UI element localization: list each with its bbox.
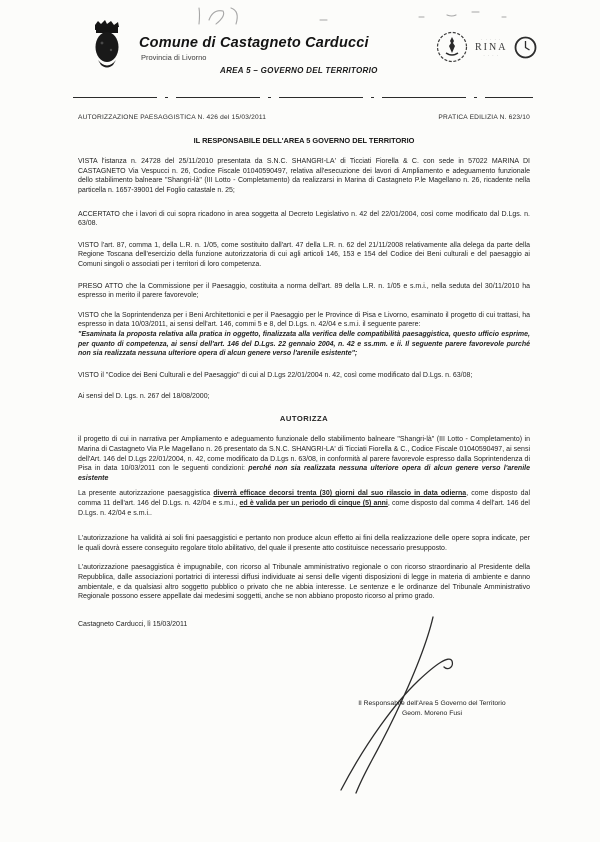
- rina-label: RINA: [475, 41, 508, 53]
- efficacia-underlined-2: ed è valida per un periodo di cinque (5) anni: [239, 500, 388, 508]
- province-subtitle: Provincia di Livorno: [141, 53, 207, 62]
- responsible-heading: IL RESPONSABILE DELL'AREA 5 GOVERNO DEL TERRITORIO: [193, 135, 415, 145]
- efficacia-underlined-1: diverrà efficace decorsi trenta (30) giorni dal suo rilascio in data odierna: [213, 490, 467, 498]
- soprintendenza-quote: "Esaminata la proposta relativa alla pratica in oggetto, finalizzata alla verifica delle compatibilità paesaggistica, questo ufficio esprime, per quanto di competenza, ai sensi dell'art. 146 del D.Lgs. 22 gennaio 2004, n. 42 e ss.mm. e ii. Il seguente parere favorevole purché non sia realizzata nessuna ulteriore opera di alcun genere verso l'arenile esistente";: [78, 330, 530, 358]
- para-vista-istanza: VISTA l'istanza n. 24728 del 25/11/2010 presentata da S.N.C. SHANGRI-LA' di Ticciati Fiorella & C. con sede in 57022 MARINA DI CASTAGNETO Via Vespucci n. 26, Codice Fiscale 01040590497, relativa all'esecuzione dei lavori di Ampliamento e adeguamento funzionale dello stabilimento balneare "Shangri-là" (III Lotto - Completamento) da realizzarsi in Marina di Castagneto P.le Magellano n. 26, ricadente nella particella n. 1657-39001 del Foglio catastale n. 25;: [78, 158, 530, 194]
- autorizza-condition: perché non sia realizzata nessuna ulteriore opera di alcun genere verso l'arenile esistente: [78, 465, 530, 482]
- soprintendenza-intro: VISTO che la Soprintendenza per i Beni Architettonici e per il Paesaggio per le Province di Pisa e Livorno, esaminato il progetto di cui trattasi, ha espresso in data 10/03/2011, ai sensi dell'art. 146, commi 5 e 8, del D.Lgs. n. 42/04 e s.m.i. il seguente parere:: [78, 311, 530, 329]
- efficacia-text-2: , come disposto dal comma 11 dell'art. 146 del D.Lgs. n. 42/04 e s.m.i.,: [78, 490, 530, 508]
- para-visto-codice: VISTO il "Codice dei Beni Culturali e del Paesaggio" di cui al D.Lgs 22/01/2004 n. 42, così come modificato dal D.Lgs. n. 63/08;: [78, 371, 473, 379]
- efficacia-text-3: , come disposto dal comma 4 dell'art. 146 del D.Lgs. n. 42/04 e s.m.i..: [78, 500, 530, 517]
- reference-row: [78, 113, 530, 123]
- rina-top-text: · · · · ·: [481, 36, 502, 42]
- cert-stamp-icon: [436, 31, 468, 63]
- para-visto-soprintendenza: [78, 311, 530, 359]
- para-validita: L'autorizzazione ha validità ai soli fini paesaggistici e pertanto non produce alcun effetto ai fini della realizzazione delle opere sopra indicate, per le quali dovrà essere conseguito regolare titolo abilitativo, del quale il presente atto costituisce necessario presupposto.: [78, 535, 530, 552]
- autorizza-main-text: il progetto di cui in narrativa per Ampliamento e adeguamento funzionale dello stabilimento balneare "Shangri-là" (III Lotto - Completamento) in Marina di Castagneto Via P.le Magellano n. 26 presentato da S.N.C. SHANGRI-LA' di Ticciati Fiorella & C., Codice Fiscale 01040590497, ai sensi dell'Art. 146 del D.Lgs 22/01/2004, n. 42, come modificato da D.Lgs n. 63/08, in conformità al parere favorevole espresso dalla Soprintendenza di Pisa in data 10/03/2011 con le seguenti condizioni:: [78, 436, 530, 473]
- autorizza-heading: AUTORIZZA: [279, 413, 329, 423]
- rina-logo: [475, 37, 507, 58]
- authorization-number: AUTORIZZAZIONE PAESAGGISTICA N. 426 del 15/03/2011: [78, 114, 267, 121]
- para-impugnabile: L'autorizzazione paesaggistica è impugnabile, con ricorso al Tribunale amministrativo regionale o con ricorso straordinario al Presidente della Repubblica, dalle associazioni portatrici di interessi diffusi individuate ai sensi delle vigenti disposizioni di legge in materia di ambiente e danno ambientale, e da qualsiasi altro soggetto pubblico o privato che ne abbia interesse. Le sentenze e le ordinanze del Tribunale Amministrativo Regionale possono essere appellate dai medesimi soggetti, anche se non abbiano proposto ricorso al primo grado.: [78, 564, 530, 601]
- commune-title: Comune di Castagneto Carducci: [139, 35, 369, 51]
- building-file-number: PRATICA EDILIZIA N. 623/10: [438, 114, 530, 121]
- cert-seal-icon: [514, 36, 537, 59]
- area-heading: AREA 5 – GOVERNO DEL TERRITORIO: [220, 66, 378, 75]
- para-preso-atto: PRESO ATTO che la Commissione per il Paesaggio, costituita a norma dell'art. 89 della L.R. n. 1/05 e s.m.i., nella seduta del 30/11/2010 ha espresso in merito il parere favorevole;: [78, 282, 530, 300]
- certification-logos: [436, 31, 537, 63]
- municipal-coat-of-arms-icon: [92, 19, 122, 76]
- signature-title: Il Responsabile dell'Area 5 Governo del Territorio: [358, 700, 506, 707]
- document-body: [78, 113, 530, 639]
- place-date-line: Castagneto Carducci, lì 15/03/2011: [78, 620, 188, 628]
- para-accertato: ACCERTATO che i lavori di cui sopra ricadono in area soggetta al Decreto Legislativo n. 42 del 22/01/2004, così come modificato dal D.Lgs. n. 63/08.: [78, 210, 530, 228]
- para-autorizza: [78, 435, 530, 483]
- para-efficacia: [78, 489, 530, 518]
- header-divider: [73, 97, 533, 98]
- rina-bottom-text: · · · ·: [483, 52, 500, 58]
- signature-name: Geom. Moreno Fusi: [401, 710, 463, 717]
- para-ai-sensi: Ai sensi del D. Lgs. n. 267 del 18/08/2000;: [78, 393, 210, 401]
- para-visto-art87: VISTO l'art. 87, comma 1, della L.R. n. 1/05, come sostituito dall'art. 47 della L.R. n. 62 del 21/11/2008 relativamente alla delega da parte della Regione Toscana dell'esercizio della funzione autorizzatoria di cui agli articoli 146, 153 e 154 del Codice dei Beni culturali e del paesaggio ai Comuni singoli o associati per i territori di loro competenza.: [78, 241, 530, 268]
- efficacia-text-1: La presente autorizzazione paesaggistica: [78, 490, 214, 498]
- signature-block: [318, 699, 546, 719]
